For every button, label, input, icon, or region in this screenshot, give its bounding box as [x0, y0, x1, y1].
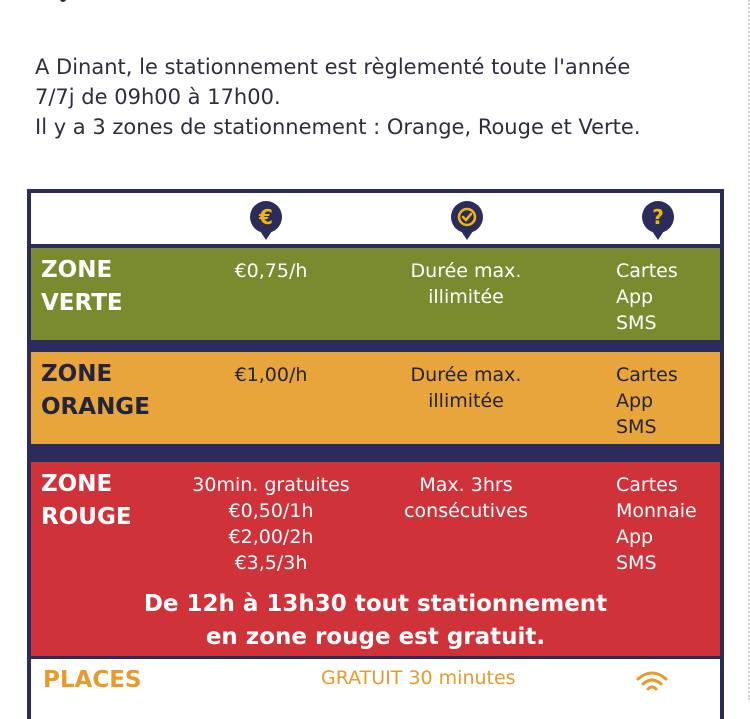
zone-orange-price: €1,00/h [234, 364, 308, 386]
zone-rouge-label-line2: ROUGE [41, 504, 132, 530]
zone-verte-label-line2: VERTE [41, 290, 123, 316]
zone-orange-payment [616, 362, 716, 440]
zone-rouge-note-line1: De 12h à 13h30 tout stationnement [143, 591, 608, 617]
zone-verte-duree-line2: illimitée [428, 286, 504, 308]
payment-method: App [616, 286, 654, 308]
zone-verte-label [41, 254, 123, 320]
zone-orange-label-line2: ORANGE [41, 394, 150, 420]
intro-line-2: 7/7j de 09h00 à 17h00. [35, 85, 281, 109]
payment-method: SMS [616, 416, 657, 438]
zone-orange-label [41, 358, 150, 424]
payment-method: App [616, 390, 654, 412]
payment-method: Cartes [616, 260, 678, 282]
zone-rouge-row [31, 462, 720, 656]
intro-line-3: Il y a 3 zones de stationnement : Orange, Rouge et Verte. [35, 115, 641, 139]
clock-glyph [456, 206, 478, 228]
question-icon [642, 201, 674, 233]
euro-icon [250, 201, 282, 233]
zone-verte-duree [371, 258, 561, 310]
zone-rouge-duree-line2: consécutives [404, 500, 528, 522]
clock-icon [451, 201, 483, 233]
zone-rouge-duree [371, 472, 561, 524]
zone-rouge-label [41, 468, 132, 534]
zone-orange-duree-line1: Durée max. [410, 364, 522, 386]
euro-symbol: € [259, 205, 273, 229]
payment-method: Cartes [616, 364, 678, 386]
price-line: €3,5/3h [234, 552, 308, 574]
zone-rouge-payment [616, 472, 716, 576]
places-text: GRATUIT 30 minutes [321, 667, 516, 689]
price-line: €0,50/1h [228, 500, 314, 522]
payment-method: Monnaie [616, 500, 697, 522]
parking-zones-table [27, 189, 724, 719]
price-line: €2,00/2h [228, 526, 314, 548]
payment-method: SMS [616, 552, 657, 574]
places-row [31, 659, 720, 719]
price-line: 30min. gratuites [192, 474, 350, 496]
zone-verte-label-line1: ZONE [41, 257, 113, 283]
zone-rouge-free-note [31, 588, 720, 654]
zone-verte-payment [616, 258, 716, 336]
zone-verte-price: €0,75/h [234, 260, 308, 282]
zone-orange-label-line1: ZONE [41, 361, 113, 387]
zone-rouge-note-line2: en zone rouge est gratuit. [205, 624, 546, 650]
zone-rouge-label-line1: ZONE [41, 471, 113, 497]
payment-method: SMS [616, 312, 657, 334]
zone-rouge-price [181, 472, 361, 576]
zone-orange-duree-line2: illimitée [428, 390, 504, 412]
intro-text [35, 52, 715, 142]
intro-line-1: A Dinant, le stationnement est règlementé toute l'année [35, 55, 631, 79]
payment-method: App [616, 526, 654, 548]
cropped-text-fragment [20, 0, 440, 4]
wifi-icon [635, 667, 669, 695]
zone-orange-duree [371, 362, 561, 414]
zone-verte-duree-line1: Durée max. [410, 260, 522, 282]
question-symbol: ? [652, 205, 664, 229]
payment-method: Cartes [616, 474, 678, 496]
zone-orange-row [31, 352, 720, 444]
zone-verte-row [31, 248, 720, 340]
table-header-row [31, 193, 720, 244]
zone-rouge-duree-line1: Max. 3hrs [419, 474, 513, 496]
places-label: PLACES [43, 667, 142, 693]
